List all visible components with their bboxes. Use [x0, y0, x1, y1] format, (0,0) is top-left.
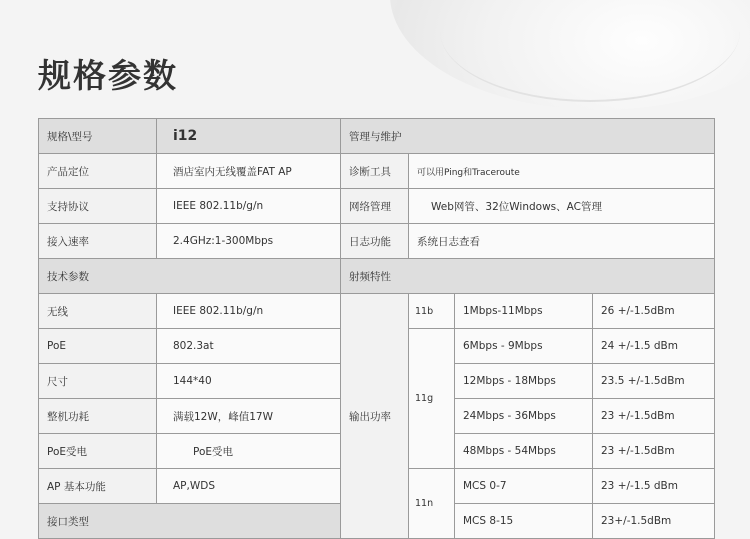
row-value: 满载12W，峰值17W	[157, 399, 341, 434]
row-label: 接入速率	[39, 224, 157, 259]
power-cell: 23 +/-1.5dBm	[593, 399, 715, 434]
power-cell: 23 +/-1.5dBm	[593, 434, 715, 469]
row-label: 尺寸	[39, 364, 157, 399]
rate-cell: MCS 8-15	[455, 504, 593, 539]
row-label: 日志功能	[341, 224, 409, 259]
power-cell: 24 +/-1.5 dBm	[593, 329, 715, 364]
table-row	[39, 294, 715, 329]
row-value: 系统日志查看	[409, 224, 715, 259]
row-value: 可以用Ping和Traceroute	[409, 154, 715, 189]
power-cell: 23.5 +/-1.5dBm	[593, 364, 715, 399]
row-label: 无线	[39, 294, 157, 329]
tech-section-header: 技术参数	[39, 259, 341, 294]
spec-label-cell: 规格\型号	[39, 119, 157, 154]
row-value: Web网管、32位Windows、AC管理	[409, 189, 715, 224]
rate-cell: 12Mbps - 18Mbps	[455, 364, 593, 399]
row-label: 网络管理	[341, 189, 409, 224]
row-value: 酒店室内无线覆盖FAT AP	[157, 154, 341, 189]
table-row	[39, 154, 715, 189]
band-11n: 11n	[409, 469, 455, 539]
row-label: 整机功耗	[39, 399, 157, 434]
row-label: 产品定位	[39, 154, 157, 189]
rate-cell: 1Mbps-11Mbps	[455, 294, 593, 329]
row-value: PoE受电	[157, 434, 341, 469]
rate-cell: 24Mbps - 36Mbps	[455, 399, 593, 434]
rate-cell: 6Mbps - 9Mbps	[455, 329, 593, 364]
table-row	[39, 224, 715, 259]
row-value: 802.3at	[157, 329, 341, 364]
rate-cell: MCS 0-7	[455, 469, 593, 504]
row-value: 144*40	[157, 364, 341, 399]
output-power-label: 输出功率	[341, 294, 409, 539]
rate-cell: 48Mbps - 54Mbps	[455, 434, 593, 469]
spec-table	[38, 118, 715, 539]
band-11b: 11b	[409, 294, 455, 329]
row-label: 支持协议	[39, 189, 157, 224]
section-row	[39, 259, 715, 294]
row-label: PoE受电	[39, 434, 157, 469]
row-value: AP,WDS	[157, 469, 341, 504]
table-row	[39, 189, 715, 224]
mgmt-section-header: 管理与维护	[341, 119, 715, 154]
power-cell: 26 +/-1.5dBm	[593, 294, 715, 329]
row-value: 2.4GHz:1-300Mbps	[157, 224, 341, 259]
page-title: 规格参数	[38, 56, 178, 95]
interface-section-header: 接口类型	[39, 504, 341, 539]
row-label: PoE	[39, 329, 157, 364]
row-label: AP 基本功能	[39, 469, 157, 504]
rf-section-header: 射频特性	[341, 259, 715, 294]
row-label: 诊断工具	[341, 154, 409, 189]
power-cell: 23 +/-1.5 dBm	[593, 469, 715, 504]
model-cell: i12	[157, 119, 341, 154]
row-value: IEEE 802.11b/g/n	[157, 189, 341, 224]
table-header-row	[39, 119, 715, 154]
band-11g: 11g	[409, 329, 455, 469]
power-cell: 23+/-1.5dBm	[593, 504, 715, 539]
row-value: IEEE 802.11b/g/n	[157, 294, 341, 329]
